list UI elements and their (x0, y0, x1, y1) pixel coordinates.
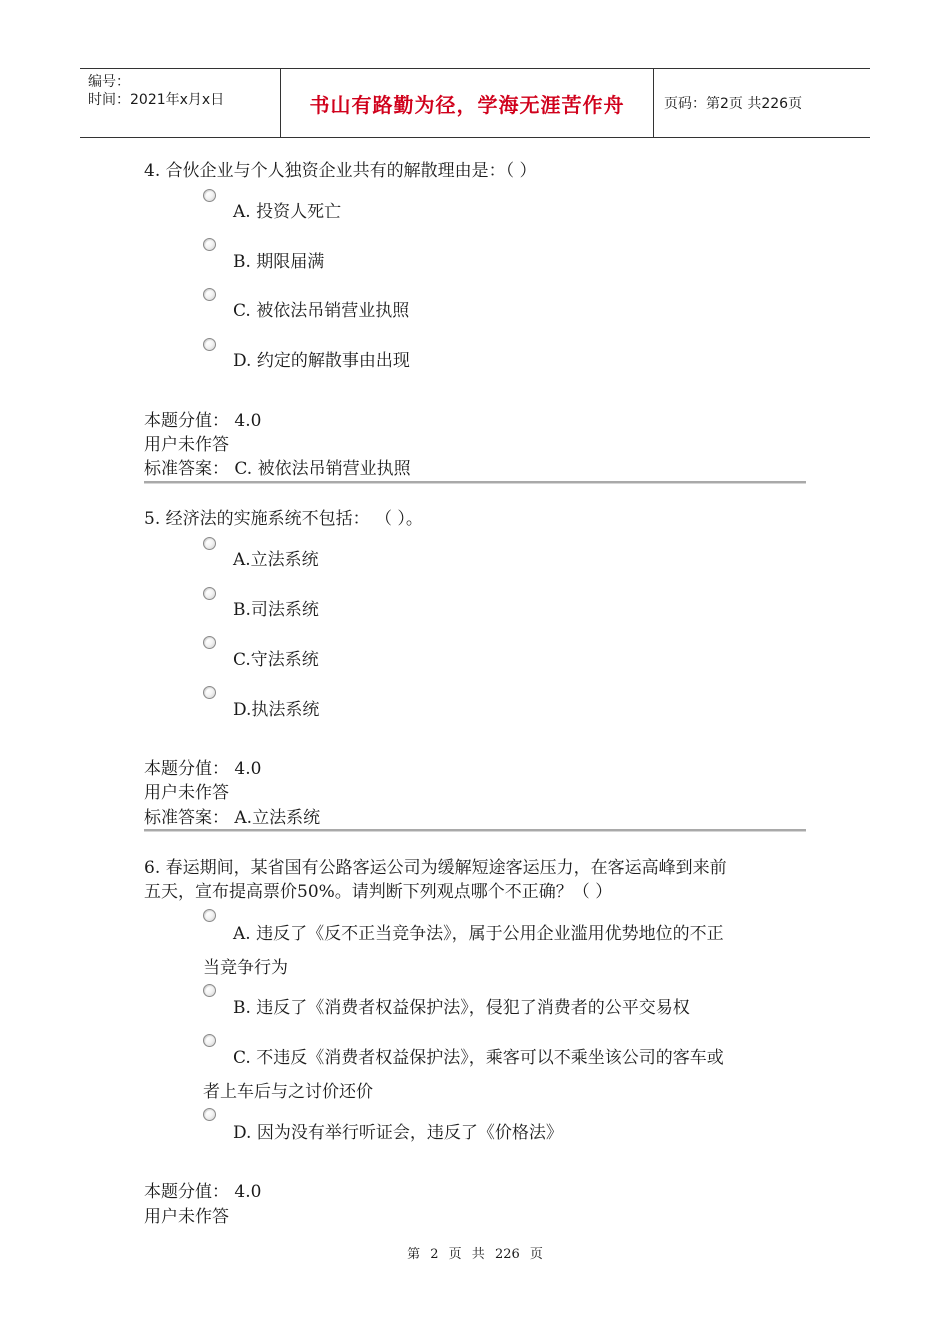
question-6-stem-line2: 五天，宣布提高票价50%。请判断下列观点哪个不正确？（ ） (144, 882, 613, 902)
q5-answer: 标准答案： A.立法系统 (144, 808, 321, 828)
q5-divider (144, 829, 806, 832)
question-5-stem: 5. 经济法的实施系统不包括： （ ）。 (144, 509, 423, 529)
radio-q6-b[interactable] (203, 984, 216, 997)
q4-status: 用户未作答 (144, 435, 229, 455)
question-6-stem-line1: 6. 春运期间，某省国有公路客运公司为缓解短途客运压力，在客运高峰到来前 (144, 858, 727, 878)
footer-di: 第 (407, 1247, 421, 1262)
option-q4-c: C. 被依法吊销营业执照 (233, 301, 410, 321)
q4-divider (144, 481, 806, 484)
header-meta (80, 69, 281, 137)
q4-score: 本题分值： 4.0 (144, 411, 262, 431)
option-q4-d: D. 约定的解散事由出现 (233, 351, 410, 371)
radio-q5-c[interactable] (203, 636, 216, 649)
option-q6-c-line1: C. 不违反《消费者权益保护法》，乘客可以不乘坐该公司的客车或 (233, 1048, 724, 1068)
q6-status: 用户未作答 (144, 1207, 229, 1227)
option-q5-d: D.执法系统 (233, 700, 320, 720)
option-q5-b: B.司法系统 (233, 600, 319, 620)
option-q6-c-line2: 者上车后与之讨价还价 (203, 1082, 373, 1102)
option-q5-c: C.守法系统 (233, 650, 319, 670)
footer-gong: 共 (471, 1247, 485, 1262)
footer-ye-2: 页 (529, 1247, 543, 1262)
option-q6-d: D. 因为没有举行听证会，违反了《价格法》 (233, 1123, 563, 1143)
radio-q5-d[interactable] (203, 686, 216, 699)
radio-q6-d[interactable] (203, 1108, 216, 1121)
page-header (80, 68, 870, 138)
radio-q4-d[interactable] (203, 338, 216, 351)
option-q4-a: A. 投资人死亡 (233, 202, 342, 222)
footer-total-pages: 226 (494, 1247, 520, 1262)
radio-q4-b[interactable] (203, 238, 216, 251)
radio-q4-a[interactable] (203, 189, 216, 202)
q5-status: 用户未作答 (144, 783, 229, 803)
footer-page-number: 2 (430, 1247, 439, 1262)
option-q4-b: B. 期限届满 (233, 252, 325, 272)
header-motto-cell (281, 69, 654, 137)
header-page-cell (654, 69, 870, 137)
q6-score: 本题分值： 4.0 (144, 1182, 262, 1202)
radio-q4-c[interactable] (203, 288, 216, 301)
option-q6-b: B. 违反了《消费者权益保护法》，侵犯了消费者的公平交易权 (233, 998, 690, 1018)
radio-q5-a[interactable] (203, 537, 216, 550)
option-q6-a-line1: A. 违反了《反不正当竞争法》，属于公用企业滥用优势地位的不正 (233, 924, 724, 944)
q5-score: 本题分值： 4.0 (144, 759, 262, 779)
radio-q6-c[interactable] (203, 1034, 216, 1047)
motto: 书山有路勤为径，学海无涯苦作舟 (309, 92, 625, 117)
radio-q5-b[interactable] (203, 587, 216, 600)
page-label: 页码：第2页 共226页 (664, 96, 803, 112)
radio-q6-a[interactable] (203, 909, 216, 922)
question-4-stem: 4. 合伙企业与个人独资企业共有的解散理由是：（ ） (144, 161, 537, 181)
option-q5-a: A.立法系统 (233, 550, 319, 570)
time-label: 时间：2021年x月x日 (88, 92, 225, 108)
number-label: 编号： (88, 74, 130, 90)
footer-ye: 页 (448, 1247, 462, 1262)
page-footer (0, 1246, 950, 1264)
q4-answer: 标准答案： C. 被依法吊销营业执照 (144, 459, 411, 479)
option-q6-a-line2: 当竞争行为 (203, 958, 288, 978)
